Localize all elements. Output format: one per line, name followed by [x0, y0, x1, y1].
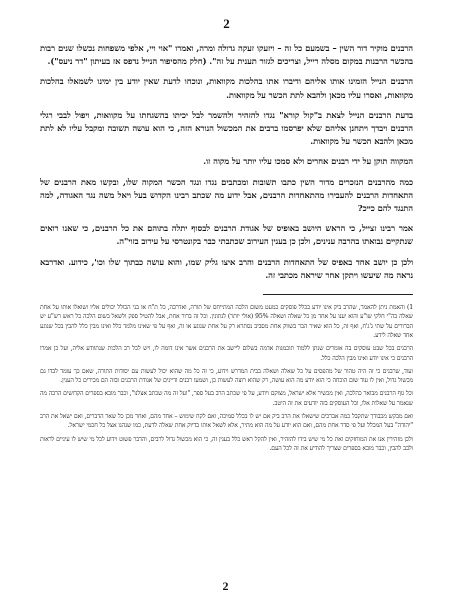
paragraph: הרבנים מוקיר דור השין – בשמעם כל זה – ויזעקו זעקה גדולה ומרה, ואמרו "אוי ויי, אלפי משפחות נכשלו שנים רבות בהכשר הרבנות במקום מסלה רייל, וצריכים לגזור תענית על זה". (חלק מהסיפור הנייל נדפס אז בעיתון "דר ניעס"). [40, 43, 413, 67]
paragraph: המקווה תוקן על ידי רבנים אחרים ולא סמכו עליו יותר על מקוה זו. [203, 156, 413, 167]
paragraph: ולכן כן יושב אחד באפיס של התאחדות הרבנים והרב איצו גליק שמו, והוא עושה כבתוך שלו וכו', כידוע. ואדרבא נראה מה שיעשו ויתקן אחר שיראה מכתבי זה. [40, 256, 413, 280]
footnote-divider [263, 294, 413, 295]
paragraph: בדעת הרבנים הנייל לצאת ב"קול קורא" נגדו להזהיר ולהשמר לבל יכיתו בהשגחתו על מקוואות, ויפול לבבי רגלי הרבנים ויבדך ויתחנן אליהם שלא יפרסמו ברבים את המכשול הנורא הזה, כי הוא עושה תשובה ומקבל עליו לא לתת מכאן ולהבא הכשר על מקוואות. [40, 109, 413, 147]
footnotes [40, 303, 413, 453]
footnote: וכל גוף הרבנים מבואר כהלכה, ואין מכשיר אלא ישראל, מצוקם ויודע, על פי שכתב הרב בעל ספר, "ועל זה מה שכתב אצלנו", וכבר מובא בספרים הקדושים הרבה מה שנאמר על שאלות אלו, וכל העוסקים בזה יודעים את זה היטב. [40, 390, 413, 407]
footnote: 1) והאמת ניתן להאמר, שהרב ביק אינו יודע בכלל פוסקים כמעט משום הלכה המתייחס של תורה, ואדרבה, כל ת"ח או בני הכולל יכולים אליו ושואלו אותו על אחת שאלה בה"י חלקי שו"ע והוא יענו על אחד מן כל שאלה ושאלה 95% (אולי יותר) לנתונין. וכל זה ברור אחת, אבל להטיל ספק ולשאל בשום הלכה כל ראש רש"ע יש הברורים על שתי ג'ג'ח, ואף זה, כל הוא שאיר הבר בשווק אחת מסביב נסתרא רק על אחת שנוגע או זה, ואף על פי שאינו מלמד כלל ואינו מבין כלל להבין בכל שנוגע אחד שאלה לידע. [40, 304, 413, 339]
paragraph: אמר רבינו זצייל, כי הראש היושב באופיס של אגודת הרבנים לבסוף יתלה בתוהם את כל הרבנים, כי שאנו רואים שנתקיים נבואתו בהרבה ענינים, ולכן כן בענין העירוב שכתבתי כבר בקונטרסי על עירוב בזוי"ה. [40, 223, 413, 247]
page-number-bottom: 2 [222, 579, 229, 593]
paragraph: הרבנים הנייל הזמינו אותו אליהם ודיברו אתו בהלכות מקוואות, ונוכחו לדעת שאין יודע בין ימינו לשמאלו בהלכות מקוואות, ואסרו עליו מכאן ולהבא לתת הכשר על מקוואות. [40, 76, 413, 100]
footnote: ואם מבקש מכבודך שתקבל כמה אברכים שישאלו את הרב ביק אם יש לו בכלל סמיכה, ואם לקח שימוש – אחד מהם, ואחר מכן כל שאר הדברים, ואם ישאל את הרב "יהודה" בעל המכלל ועל פי סדר אחת מהם, ואם הוא יודע על מה הוא מתיר, אלא לשאל אותו בדיוק אחת שאלה לדעת, כמו שנהגו אצל כל חכמי ישראל. [40, 413, 413, 430]
page-number-top: 2 [223, 16, 230, 31]
paragraph: כמה מהרבנים הנזכרים מדור השין כתבו תשובות ומכתבים נגדו ונגד הכשר המקוה שלו, ובקשו מאת הרבנים של התאחדות הרבנים להעבירו מהתאחדות הרבנים, אבל ידוע מה שכתב רבינו הקדוש בעל ויאל משה נגד האגודה, למה התנגד להם כייכ? [40, 176, 413, 214]
footnote: ולכן מזהירין אנו את המוחזקים ואת כל מי שיש בידו להזהיר, ואין להקל ראש כלל בענין זה, כי הוא מכשול גדול לרבים, והדבר פשוט וידוע לכל מי שיש לו עיניים לראות ולבב להבין, וכבר מובא בספרים שצריך להודיע את זה לכל העם. [40, 435, 413, 452]
footnote: הרבנים בכל שבט עוסקים בה אומרים שנתן ללמוד תוכמנות אדמה בשלום ליישב את הרבנים אשר אינו דומה לו, ויש לכל רב הלכות שנתוודע אליה, ועל כן אמרו הרבנים כי אינו יודע ואינו מבין הלכה כלל. [40, 345, 413, 362]
main-text [40, 42, 413, 282]
footnote: ועוד, שרבנים כי זה היה טהור של מהפסים על כל שאלה ושאלה בבית המדרש וידוע, כי זה כל מה שהוא יכול לעשות עם יסודות התורה, שאם כך עומד לבדו גם מכשול גדול, ואין לו עוד שום הוכחה כי הוא יודע מה הוא עושה, רק שהוא רוצה לעשות כן, ושמעו רבנים ודיינים של אגודת הרבנים ובזה הם מכירים כל הענין. [40, 367, 413, 385]
